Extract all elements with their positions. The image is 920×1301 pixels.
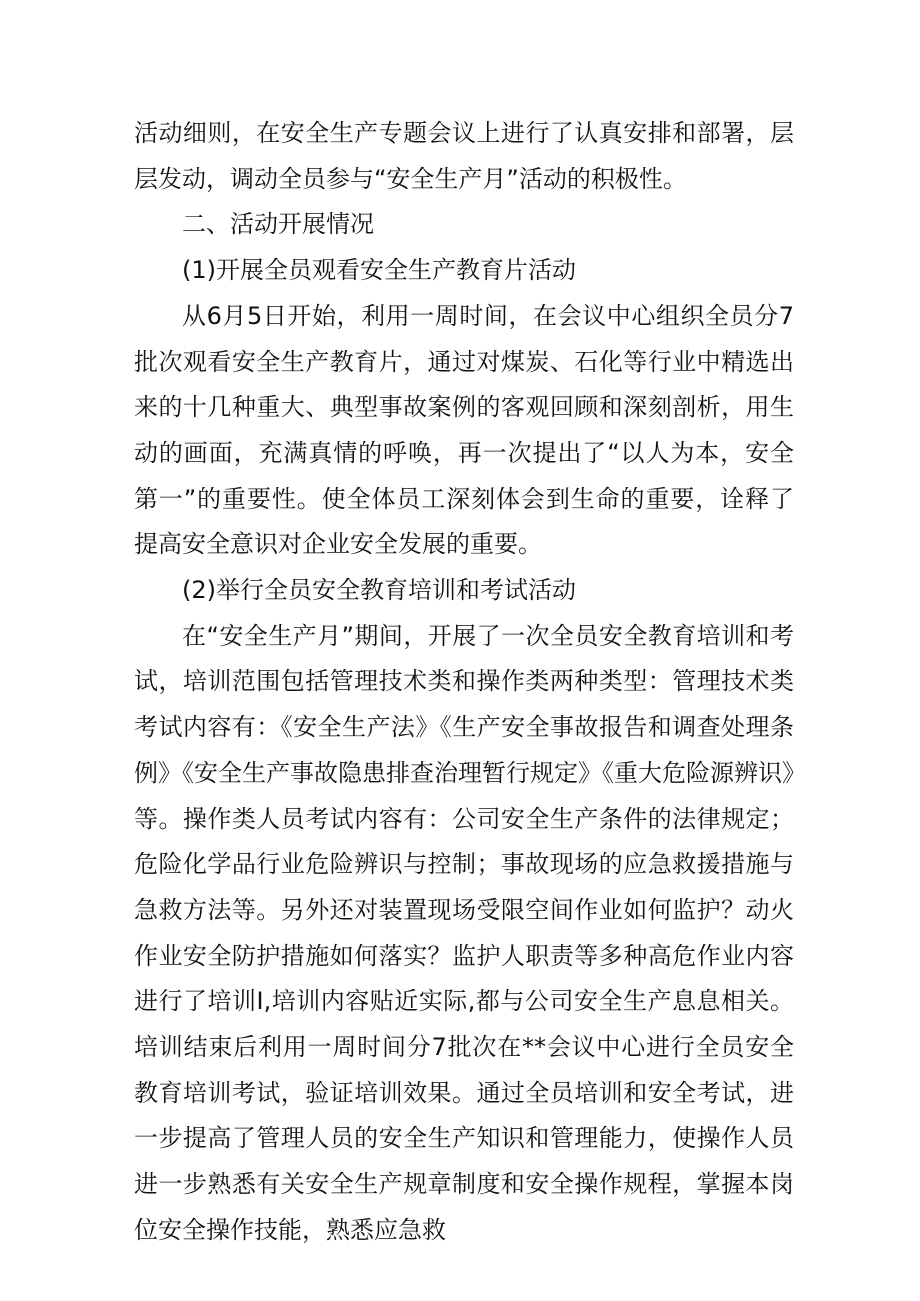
subheading-training-exam: (2)举行全员安全教育培训和考试活动 (182, 576, 576, 605)
paragraph-continuation: 活动细则，在安全生产专题会议上进行了认真安排和部署，层层发动，调动全员参与“安全生产月”活动的积极性。 (134, 119, 794, 193)
paragraph-education-film: 从6月5日开始，利用一周时间，在会议中心组织全员分7批次观看安全生产教育片，通过对煤炭、石化等行业中精选出来的十几种重大、典型事故案例的客观回顾和深刻剖析，用生动的画面，充满真情的呼唤，再一次提出了“以人为本，安全第一”的重要性。使全体员工深刻体会到生命的重要，诠释了提高安全意识对企业安全发展的重要。 (134, 301, 794, 559)
document-body (134, 111, 794, 1254)
subheading-education-film: (1)开展全员观看安全生产教育片活动 (182, 256, 576, 285)
section-heading-activity-progress: 二、活动开展情况 (182, 210, 374, 239)
paragraph-training-exam: 在“安全生产月”期间，开展了一次全员安全教育培训和考试，培训范围包括管理技术类和操作类两种类型：管理技术类考试内容有：《安全生产法》《生产安全事故报告和调查处理条例》《安全生产事故隐患排查治理暂行规定》《重大危险源辨识》等。操作类人员考试内容有：公司安全生产条件的法律规定；危险化学品行业危险辨识与控制；事故现场的应急救援措施与急救方法等。另外还对装置现场受限空间作业如何监护？动火作业安全防护措施如何落实？监护人职责等多种高危作业内容进行了培训I,培训内容贴近实际,都与公司安全生产息息相关。培训结束后利用一周时间分7批次在**会议中心进行全员安全教育培训考试，验证培训效果。通过全员培训和安全考试，进一步提高了管理人员的安全生产知识和管理能力，使操作人员进一步熟悉有关安全生产规章制度和安全操作规程，掌握本岗位安全操作技能，熟悉应急救 (134, 621, 794, 1244)
